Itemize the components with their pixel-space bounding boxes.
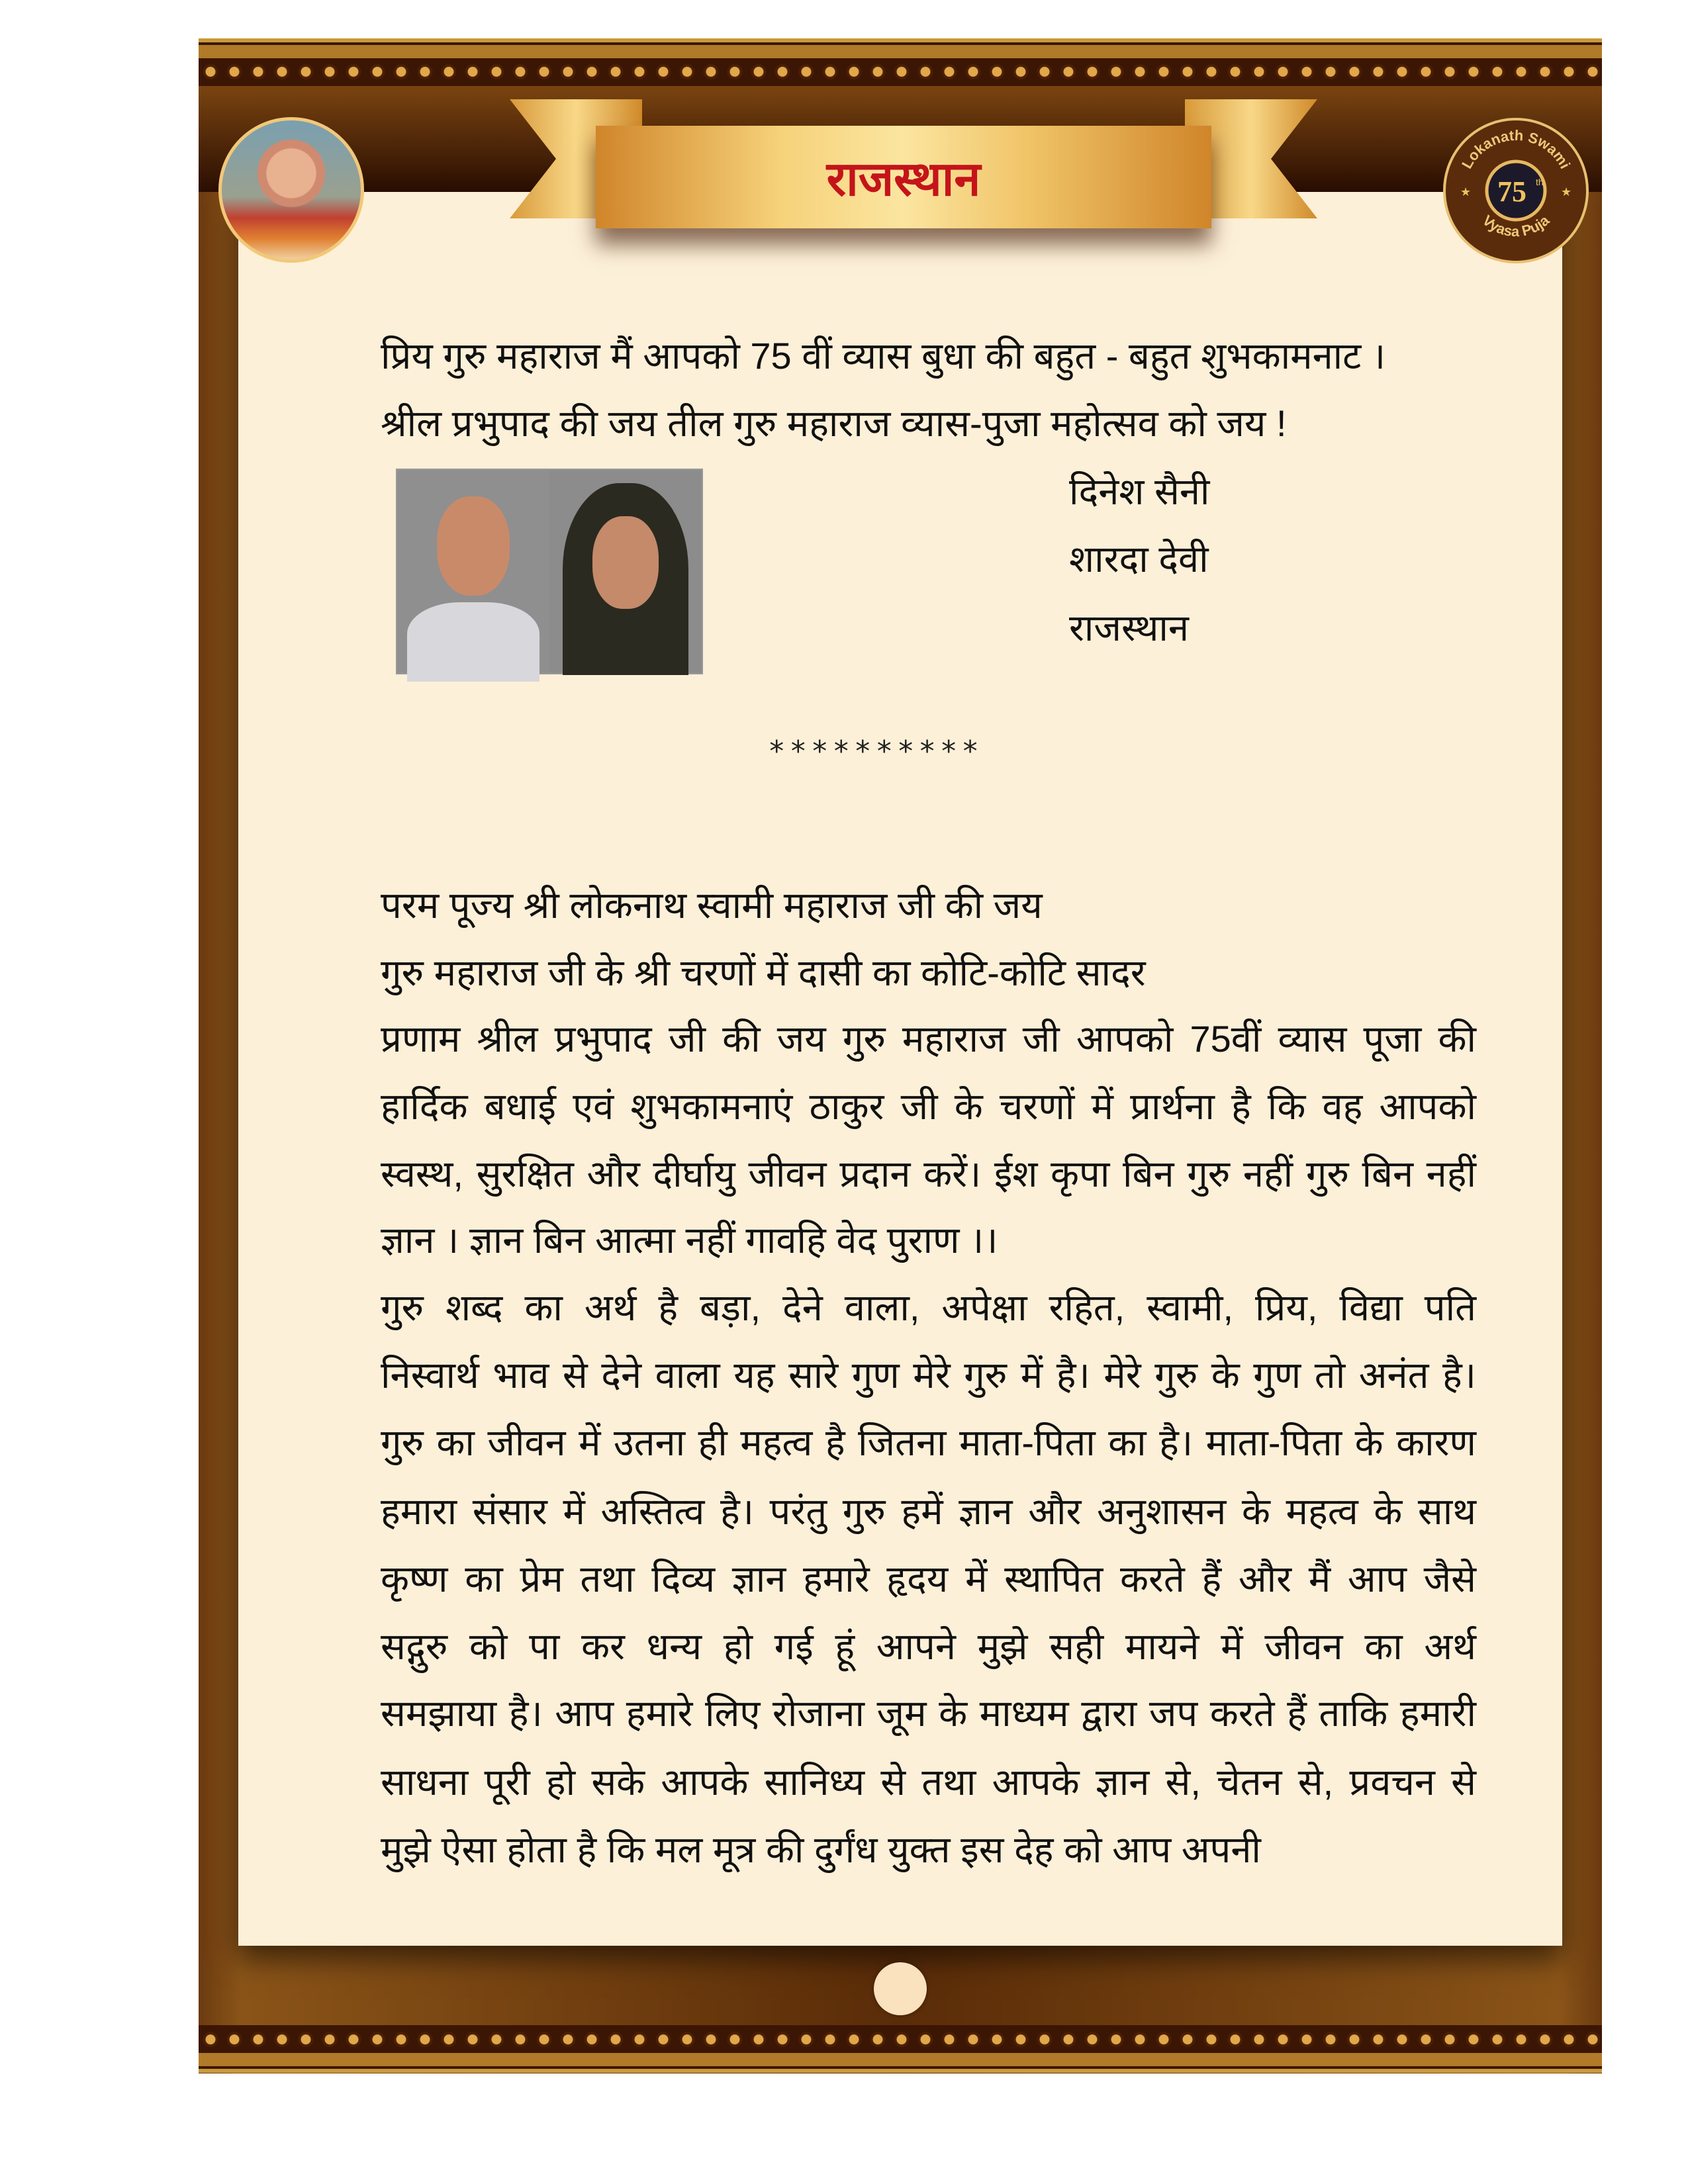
man-shirt: [407, 602, 539, 682]
svg-text:Lokanath Swami: Lokanath Swami: [1458, 126, 1574, 171]
letter-line: ज्ञान । ज्ञान बिन आत्मा नहीं गावहि वेद पुराण ।।: [381, 1219, 998, 1261]
svg-text:th: th: [1536, 177, 1544, 187]
signature-name-1: दिनेश सैनी: [1069, 471, 1210, 512]
greeting-line-2: श्रील प्रभुपाद की जय तील गुरु महाराज व्यास-पुजा महोत्सव को जय !: [381, 402, 1287, 444]
letter-line: हमारा संसार में अस्तित्व है। परंतु गुरु हमें ज्ञान और अनुशासन के महत्व के साथ: [381, 1490, 1476, 1532]
letter-line: गुरु शब्द का अर्थ है बड़ा, देने वाला, अपेक्षा रहित, स्वामी, प्रिय, विद्या पति: [381, 1287, 1476, 1328]
letter-line: मुझे ऐसा होता है कि मल मूत्र की दुर्गंध युक्त इस देह को आप अपनी: [381, 1829, 1261, 1870]
vyasa-puja-badge-logo: [1443, 118, 1589, 263]
photo-man: [397, 470, 549, 673]
page-indicator-dot: [874, 1962, 927, 2015]
title-ribbon: [596, 126, 1211, 228]
letter-line: परम पूज्य श्री लोकनाथ स्वामी महाराज जी की जय: [381, 884, 1043, 926]
signature-name-2: शारदा देवी: [1069, 538, 1209, 580]
ornamental-border-bottom: [199, 2025, 1602, 2073]
svg-text:75: 75: [1497, 175, 1526, 208]
letter-line: कृष्ण का प्रेम तथा दिव्य ज्ञान हमारे हृदय में स्थापित करते हैं और मैं आप जैसे: [381, 1558, 1476, 1600]
letter-line: निस्वार्थ भाव से देने वाला यह सारे गुण मेरे गुरु में है। मेरे गुरु के गुण तो अनंत है।: [381, 1354, 1476, 1396]
letter-line: गुरु का जीवन में उतना ही महत्व है जितना माता-पिता का है। माता-पिता के कारण: [381, 1422, 1476, 1463]
letter-line: हार्दिक बधाई एवं शुभकामनाएं ठाकुर जी के चरणों में प्रार्थना है कि वह आपको: [381, 1085, 1476, 1127]
separator: **********: [768, 735, 983, 768]
ornamental-border-top: [199, 38, 1602, 86]
letter-line: सद्गुरु को पा कर धन्य हो गई हूं आपने मुझे सही मायने में जीवन का अर्थ: [381, 1625, 1476, 1667]
svg-text:★: ★: [1561, 185, 1572, 199]
content-panel: [238, 192, 1562, 1946]
devotee-photos: [396, 469, 703, 674]
svg-text:Vyasa Puja: Vyasa Puja: [1479, 212, 1553, 240]
woman-face: [592, 516, 659, 609]
letter-line: समझाया है। आप हमारे लिए रोजाना जूम के माध्यम द्वारा जप करते हैं ताकि हमारी: [381, 1692, 1476, 1734]
signature-place: राजस्थान: [1069, 607, 1189, 649]
guru-portrait: [218, 117, 364, 263]
letter-line: साधना पूरी हो सके आपके सानिध्य से तथा आपके ज्ञान से, चेतन से, प्रवचन से: [381, 1761, 1476, 1803]
letter-line: प्रणाम श्रील प्रभुपाद जी की जय गुरु महाराज जी आपको 75वीं व्यास पूजा की: [381, 1018, 1476, 1060]
man-face: [437, 496, 510, 596]
letter-line: गुरु महाराज जी के श्री चरणों में दासी का कोटि-कोटि सादर: [381, 952, 1146, 993]
letter-line: स्वस्थ, सुरक्षित और दीर्घायु जीवन प्रदान करें। ईश कृपा बिन गुरु नहीं गुरु बिन नहीं: [381, 1153, 1476, 1195]
photo-woman: [549, 470, 702, 673]
page-title: राजस्थान: [826, 152, 981, 206]
greeting-line-1: प्रिय गुरु महाराज मैं आपको 75 वीं व्यास बुधा की बहुत - बहुत शुभकामनाट ।: [381, 335, 1386, 377]
svg-text:★: ★: [1460, 185, 1472, 199]
